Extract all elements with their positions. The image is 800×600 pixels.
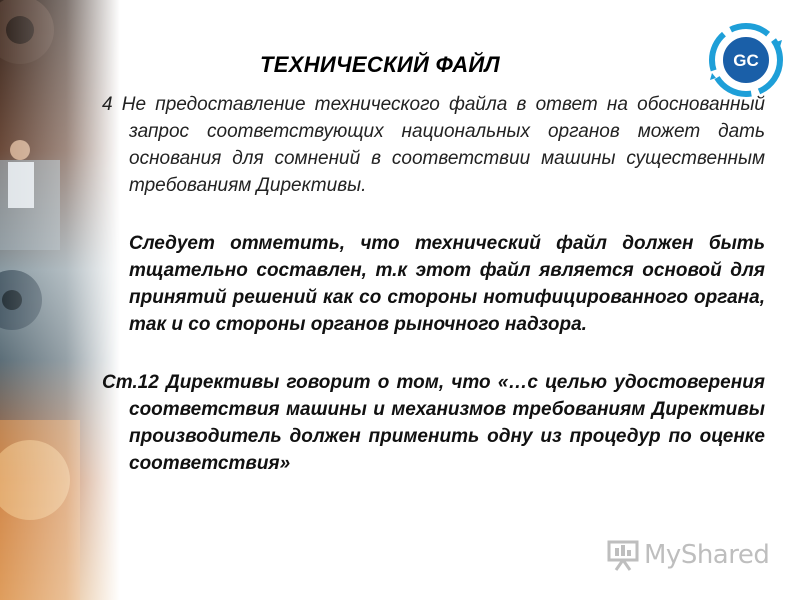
paragraph-1: 4 Не предоставление технического файла в ответ на обоснованный запрос соответствующих национальных органов может дать основания для сомнений в соответствии машины существенным требованиям Директивы.: [102, 94, 765, 196]
myshared-watermark: [606, 538, 769, 572]
decorative-photo-strip: [0, 0, 120, 600]
logo-text: GC: [733, 51, 759, 70]
watermark-text: MyShared: [644, 540, 770, 570]
paragraph-2: Следует отметить, что технический файл должен быть тщательно составлен, т.к этот файл является основой для принятий решений как со стороны нотифицированного органа, так и со стороны органов рыночного надзора.: [129, 233, 765, 335]
paragraph-3: Ст.12 Директивы говорит о том, что «…с целью удостоверения соответствия машины и механизмов требованиям Директивы производитель должен применить одну из процедур по оценке соответствия»: [102, 372, 765, 474]
slide-title: ТЕХНИЧЕСКИЙ ФАЙЛ: [260, 52, 500, 77]
presentation-icon: [606, 538, 640, 572]
